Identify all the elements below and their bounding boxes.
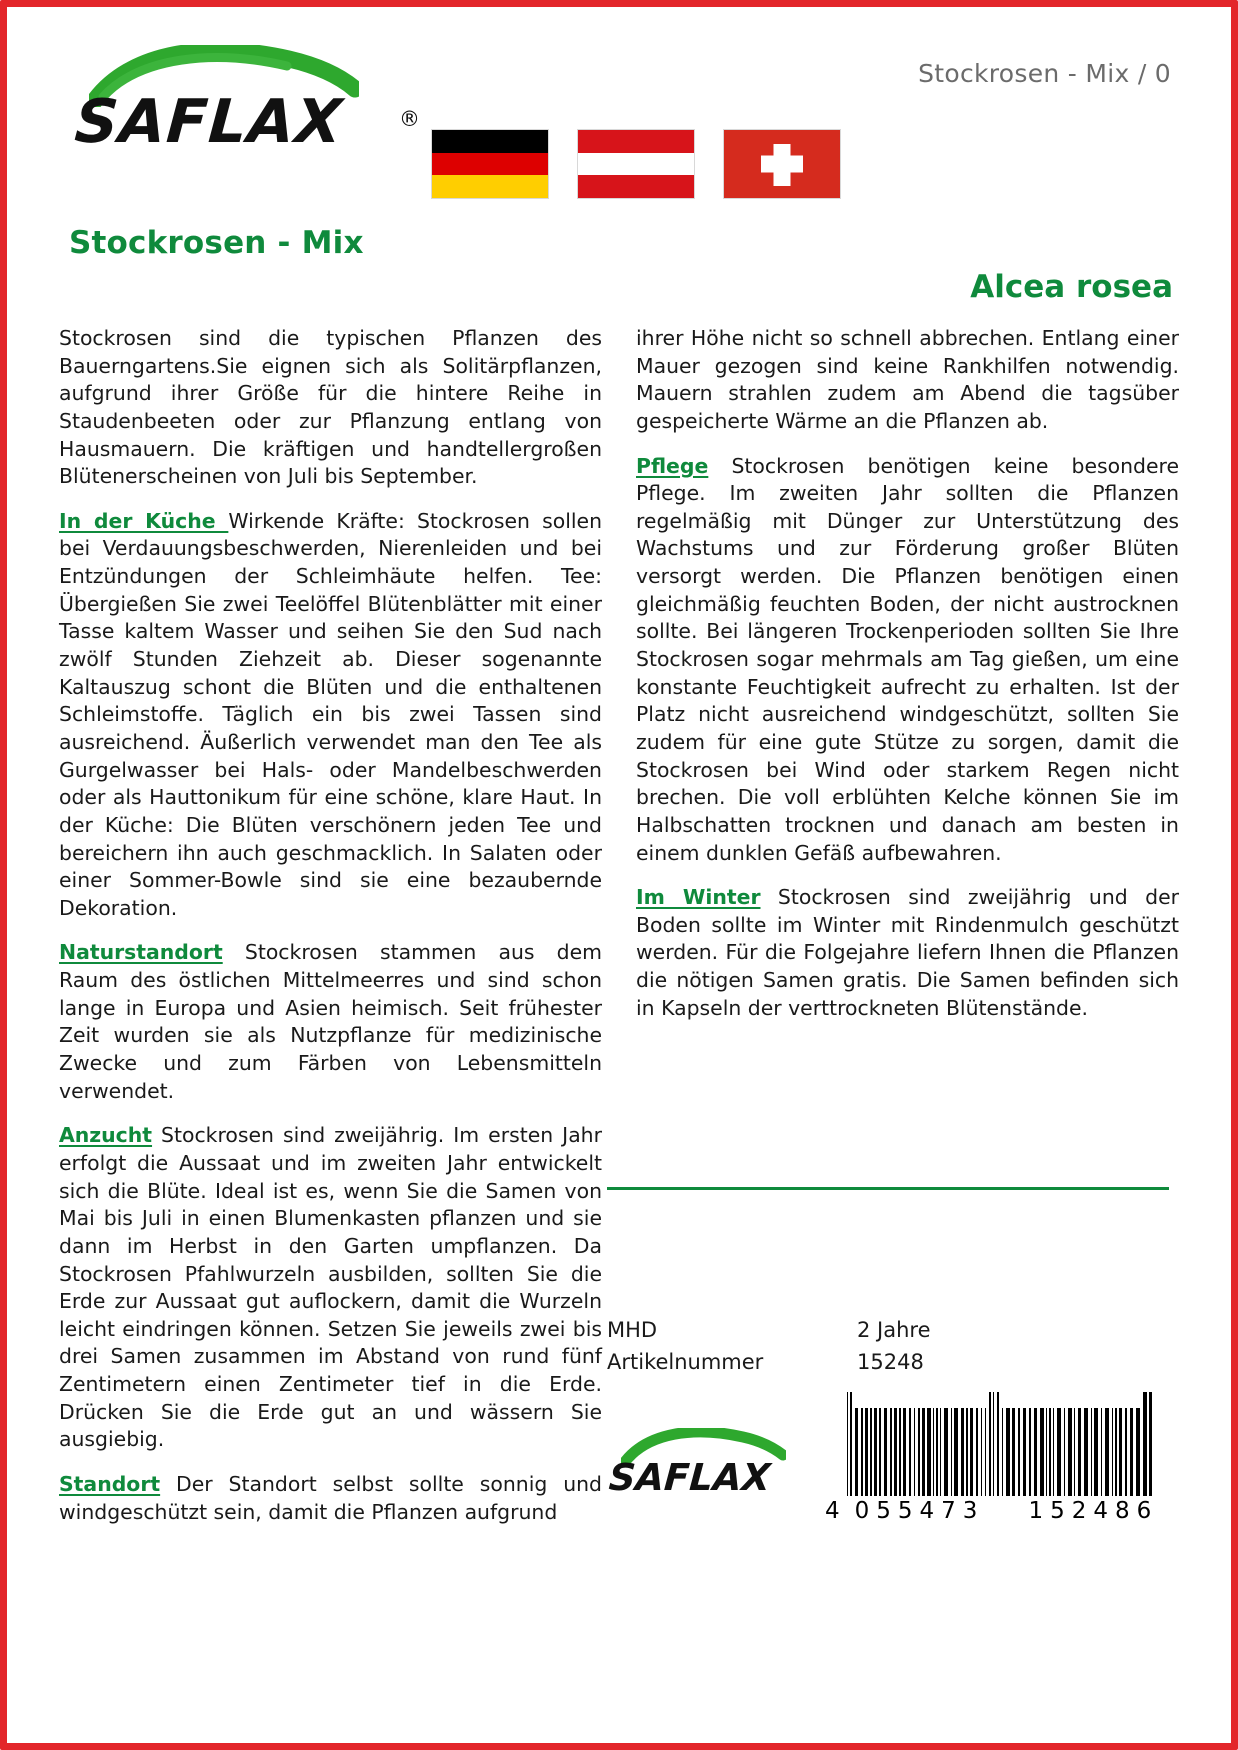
- paragraph-text: Stockrosen sind zweijährig und der Boden sollte im Winter mit Rindenmulch geschützt werden. Für die Folgejahre liefern Ihnen die Pflanzen die nötigen Samen gratis. Die Samen befinden sich in Kapseln der verttrockneten Blütenstände.: [636, 885, 1179, 1020]
- paragraph: [59, 508, 602, 923]
- footer-bottom: [607, 1392, 1169, 1524]
- latin-name: Alcea rosea: [970, 269, 1173, 305]
- paragraph: [59, 1122, 602, 1454]
- brand-wordmark: SAFLAX: [72, 87, 346, 157]
- page-title: Stockrosen - Mix: [69, 225, 364, 261]
- footer: [607, 1187, 1169, 1524]
- article-label: Artikelnummer: [607, 1350, 764, 1374]
- paragraph-lead: Pflege: [636, 453, 709, 478]
- switzerland-flag: [723, 129, 841, 199]
- divider: [607, 1187, 1169, 1190]
- mhd-value: 2 Jahre: [857, 1318, 931, 1342]
- paragraph: [59, 939, 602, 1105]
- paragraph-lead: Anzucht: [59, 1123, 153, 1148]
- paragraph: [636, 453, 1179, 868]
- paragraph: [59, 1471, 602, 1526]
- flag-row: [431, 129, 841, 199]
- header: [59, 29, 1179, 189]
- meta-row-article: [607, 1350, 1169, 1374]
- title-row: [59, 225, 1179, 305]
- paragraph: [636, 884, 1179, 1022]
- paragraph-lead: Im Winter: [636, 885, 761, 910]
- product-code: Stockrosen - Mix / 0: [918, 59, 1171, 88]
- meta-row-mhd: [607, 1318, 1169, 1342]
- paragraph-text: Stockrosen sind zweijährig. Im ersten Jahr erfolgt die Aussaat und im zweiten Jahr entwickelt sich die Blüte. Ideal ist es, wenn Sie die Samen von Mai bis Juli in einen Blumenkasten pflanzen und sie dann im Herbst in den Garten umpflanzen. Da Stockrosen Pfahlwurzeln ausbilden, sollten Sie die Erde zur Aussaat gut auflockern, damit die Wurzeln leicht eindringen können. Setzen Sie jeweils zwei bis drei Samen zusammen im Abstand von rund fünf Zentimetern einen Zentimeter tief in die Erde. Drücken Sie die Erde gut an und wässern Sie ausgiebig.: [59, 1123, 602, 1452]
- paragraph-text: Stockrosen sind die typischen Pflanzen des Bauerngartens.Sie eignen sich als Solitärpflanzen, aufgrund ihrer Größe für die hintere Reihe in Staudenbeeten oder zur Pflanzung entlang von Hausmauern. Die kräftigen und handtellergroßen Blütenerscheinen von Juli bis September.: [59, 326, 602, 489]
- barcode-digit-group1: 055473: [854, 1498, 985, 1524]
- seed-packet-back: [7, 7, 1231, 1743]
- paragraph-lead: In der Küche: [59, 508, 229, 533]
- footer-brand-logo: [607, 1428, 807, 1524]
- mhd-label: MHD: [607, 1318, 658, 1342]
- germany-flag: [431, 129, 549, 199]
- article-value: 15248: [857, 1350, 924, 1374]
- barcode-digit-lead: 4: [825, 1498, 841, 1524]
- paragraph-text: Stockrosen stammen aus dem Raum des östlichen Mittelmeerres und sind schon lange in Europa und Asien heimisch. Seit frühester Zeit wurden sie als Nutzpflanze für medizinische Zwecke und zum Färben von Lebensmitteln verwendet.: [59, 940, 602, 1103]
- barcode-digit-group2: 152486: [1028, 1498, 1159, 1524]
- austria-flag: [577, 129, 695, 199]
- barcode-bars: [847, 1392, 1155, 1496]
- paragraph: [636, 325, 1179, 436]
- barcode: [825, 1392, 1159, 1524]
- left-column: [59, 325, 602, 1526]
- barcode-digits: [825, 1498, 1159, 1524]
- paragraph-text: ihrer Höhe nicht so schnell abbrechen. Entlang einer Mauer gezogen sind keine Rankhilfen notwendig. Mauern strahlen zudem am Abend die tagsüber gespeicherte Wärme an die Pflanzen ab.: [636, 326, 1179, 433]
- brand-logo: [69, 45, 420, 185]
- paragraph-lead: Naturstandort: [59, 940, 223, 965]
- paragraph: [59, 325, 602, 491]
- paragraph-text: Wirkende Kräfte: Stockrosen sollen bei Verdauungsbeschwerden, Nierenleiden und bei Entzündungen der Schleimhäute helfen. Tee: Übergießen Sie zwei Teelöffel Blütenblätter mit einer Tasse kaltem Wasser und seihen Sie den Sud nach zwölf Stunden Ziehzeit ab. Dieser sogenannte Kaltauszug schont die Blüten und die enthaltenen Schleimstoffe. Täglich ein bis zwei Tassen sind ausreichend. Äußerlich verwendet man den Tee als Gurgelwasser bei Hals- oder Mandelbeschwerden oder als Hauttonikum für eine schöne, klare Haut. In der Küche: Die Blüten verschönern jeden Tee und bereichern ihn auch geschmacklich. In Salaten oder einer Sommer-Bowle sind sie eine bezaubernde Dekoration.: [59, 508, 602, 920]
- footer-brand-wordmark: SAFLAX: [607, 1456, 772, 1499]
- paragraph-lead: Standort: [59, 1471, 161, 1496]
- registered-mark-icon: ®: [399, 107, 420, 131]
- paragraph-text: Der Standort selbst sollte sonnig und windgeschützt sein, damit die Pflanzen aufgrund: [59, 1471, 602, 1524]
- product-meta: [607, 1318, 1169, 1374]
- paragraph-text: Stockrosen benötigen keine besondere Pflege. Im zweiten Jahr sollten die Pflanzen regelmäßig mit Dünger zur Unterstützung des Wachstums und zur Förderung großer Blüten versorgt werden. Die Pflanzen benötigen einen gleichmäßig feuchten Boden, der nicht austrocknen sollte. Bei längeren Trockenperioden sollten Sie Ihre Stockrosen sogar mehrmals am Tag gießen, um eine konstante Feuchtigkeit aufrecht zu erhalten. Ist der Platz nicht ausreichend windgeschützt, sollten Sie zudem für eine gute Stütze zu sorgen, damit die Stockrosen bei Wind oder starkem Regen nicht brechen. Die voll erblühten Kelche können Sie im Halbschatten trocknen und danach am besten in einem dunklen Gefäß aufbewahren.: [636, 453, 1179, 865]
